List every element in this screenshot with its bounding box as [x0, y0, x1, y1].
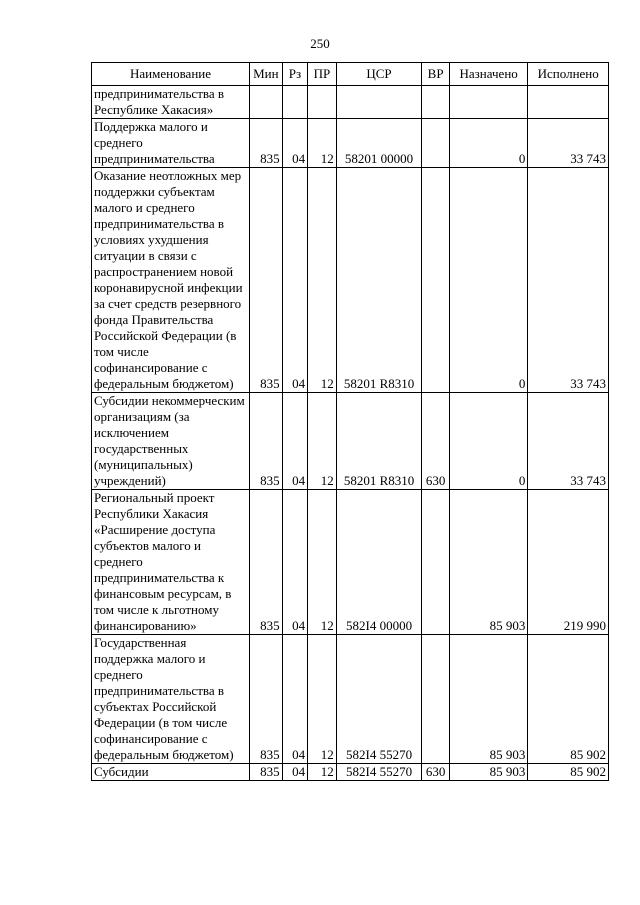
cell-ispolneno	[528, 86, 609, 119]
cell-ispolneno: 33 743	[528, 393, 609, 490]
header-rz: Рз	[282, 63, 307, 86]
table-row	[92, 168, 609, 393]
cell-min: 835	[250, 635, 283, 764]
cell-ispolneno: 85 902	[528, 764, 609, 781]
cell-csr: 58201 R8310	[336, 393, 422, 490]
cell-min	[250, 86, 283, 119]
cell-naznacheno	[449, 86, 528, 119]
cell-vr: 630	[422, 393, 450, 490]
cell-name: Субсидии	[92, 764, 250, 781]
cell-name: Субсидии некоммерческим организациям (за исключением государственных (муниципальных) учреждений)	[92, 393, 250, 490]
header-pr: ПР	[308, 63, 337, 86]
cell-naznacheno: 85 903	[449, 635, 528, 764]
cell-naznacheno: 0	[449, 119, 528, 168]
budget-table	[91, 62, 609, 781]
header-csr: ЦСР	[336, 63, 422, 86]
table-row	[92, 490, 609, 635]
cell-vr	[422, 119, 450, 168]
cell-rz: 04	[282, 635, 307, 764]
cell-name: предпринимательства в Республике Хакасия»	[92, 86, 250, 119]
cell-vr	[422, 490, 450, 635]
cell-ispolneno: 85 902	[528, 635, 609, 764]
page-number: 250	[310, 36, 330, 51]
table-row	[92, 86, 609, 119]
cell-pr: 12	[308, 393, 337, 490]
cell-rz	[282, 86, 307, 119]
cell-vr	[422, 168, 450, 393]
cell-vr	[422, 635, 450, 764]
cell-min: 835	[250, 119, 283, 168]
cell-rz: 04	[282, 168, 307, 393]
cell-vr: 630	[422, 764, 450, 781]
cell-ispolneno: 219 990	[528, 490, 609, 635]
table-row	[92, 393, 609, 490]
cell-ispolneno: 33 743	[528, 168, 609, 393]
cell-rz: 04	[282, 119, 307, 168]
cell-min: 835	[250, 393, 283, 490]
cell-min: 835	[250, 764, 283, 781]
cell-csr: 582I4 55270	[336, 764, 422, 781]
table-row	[92, 635, 609, 764]
cell-rz: 04	[282, 393, 307, 490]
cell-min: 835	[250, 168, 283, 393]
table-header-row	[92, 63, 609, 86]
header-vr: ВР	[422, 63, 450, 86]
cell-name: Оказание неотложных мер поддержки субъектам малого и среднего предпринимательства в условиях ухудшения ситуации в связи с распространением новой коронавирусной инфекции за счет средств резервного фонда Правительства Российской Федерации (в том числе софинансирование с федеральным бюджетом)	[92, 168, 250, 393]
cell-min: 835	[250, 490, 283, 635]
cell-name: Государственная поддержка малого и среднего предпринимательства в субъектах Российской Федерации (в том числе софинансирование с федеральным бюджетом)	[92, 635, 250, 764]
cell-csr: 58201 R8310	[336, 168, 422, 393]
cell-naznacheno: 0	[449, 168, 528, 393]
header-naznacheno: Назначено	[449, 63, 528, 86]
cell-rz: 04	[282, 764, 307, 781]
header-ispolneno: Исполнено	[528, 63, 609, 86]
cell-csr: 58201 00000	[336, 119, 422, 168]
cell-pr: 12	[308, 119, 337, 168]
cell-vr	[422, 86, 450, 119]
table-row	[92, 119, 609, 168]
cell-pr: 12	[308, 490, 337, 635]
cell-pr: 12	[308, 635, 337, 764]
cell-pr: 12	[308, 168, 337, 393]
cell-csr	[336, 86, 422, 119]
cell-rz: 04	[282, 490, 307, 635]
cell-name: Поддержка малого и среднего предпринимательства	[92, 119, 250, 168]
cell-csr: 582I4 55270	[336, 635, 422, 764]
cell-naznacheno: 85 903	[449, 764, 528, 781]
table-row	[92, 764, 609, 781]
cell-csr: 582I4 00000	[336, 490, 422, 635]
cell-ispolneno: 33 743	[528, 119, 609, 168]
header-name: Наименование	[92, 63, 250, 86]
cell-name: Региональный проект Республики Хакасия «Расширение доступа субъектов малого и среднего предпринимательства к финансовым ресурсам, в том числе к льготному финансированию»	[92, 490, 250, 635]
cell-pr: 12	[308, 764, 337, 781]
cell-naznacheno: 85 903	[449, 490, 528, 635]
header-min: Мин	[250, 63, 283, 86]
cell-naznacheno: 0	[449, 393, 528, 490]
cell-pr	[308, 86, 337, 119]
